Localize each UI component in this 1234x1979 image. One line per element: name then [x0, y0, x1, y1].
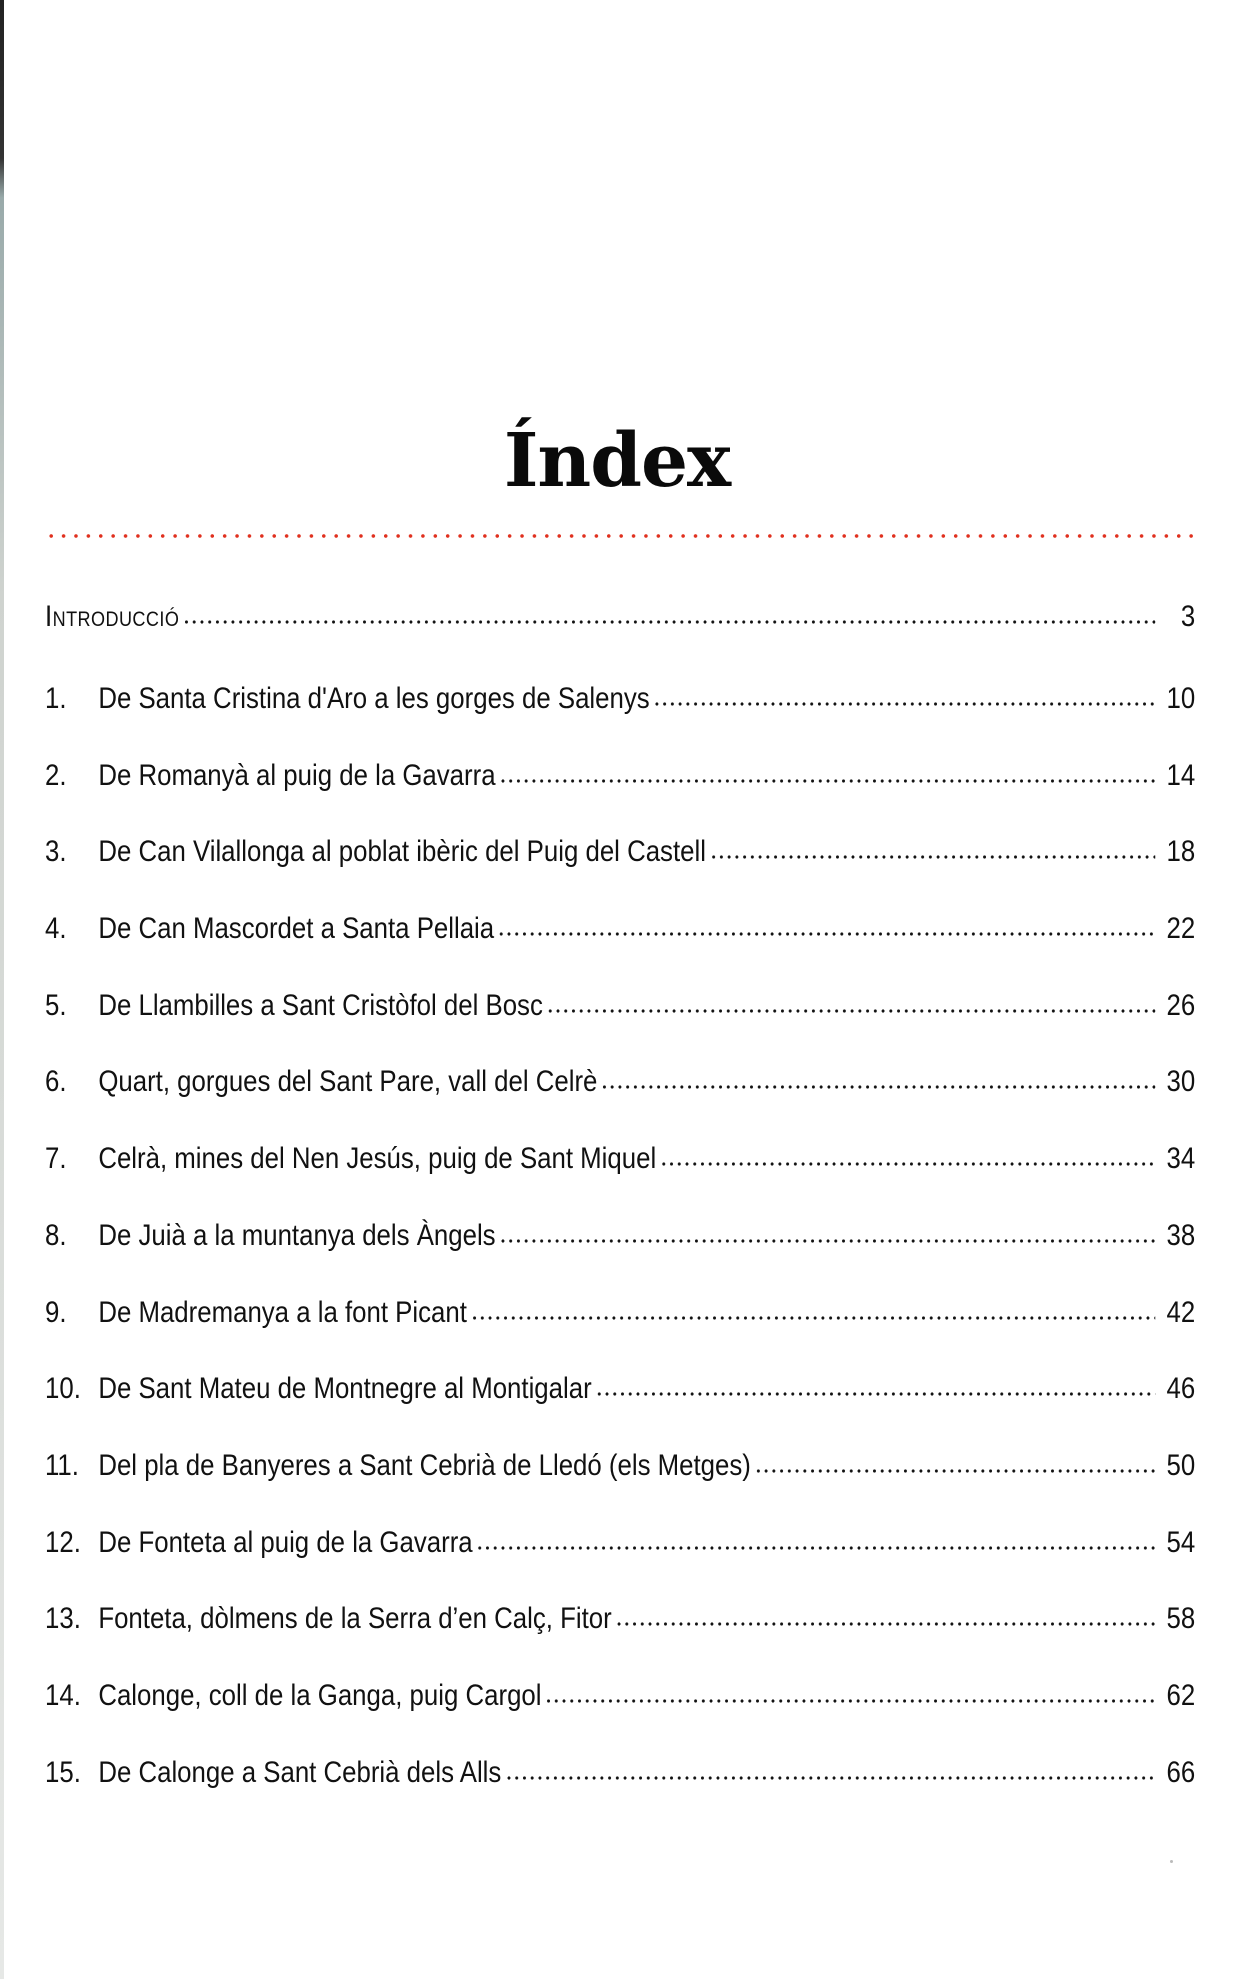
dot-leader — [709, 855, 1155, 859]
toc-entry-label: De Fonteta al puig de la Gavarra — [98, 1525, 473, 1559]
toc-entry-page: 50 — [1166, 1448, 1196, 1482]
toc-entry-number: 7. — [45, 1142, 67, 1176]
toc-entry-page: 30 — [1166, 1065, 1196, 1099]
dot-leader — [660, 1162, 1156, 1166]
toc-entry-page: 10 — [1166, 682, 1196, 715]
toc-entry-number: 8. — [45, 1218, 67, 1252]
dot-leader — [615, 1622, 1155, 1626]
dot-leader — [470, 1316, 1155, 1320]
toc-entry-label: De Madremanya a la font Picant — [98, 1295, 467, 1329]
dot-leader — [595, 1392, 1156, 1396]
toc-entry[interactable] — [45, 1296, 1195, 1373]
toc-entry-page: 66 — [1166, 1755, 1196, 1789]
toc-entry[interactable] — [45, 1372, 1195, 1449]
dot-leader — [183, 620, 1156, 624]
toc-entry-label: De Calonge a Sant Cebrià dels Alls — [98, 1755, 502, 1789]
dot-leader — [498, 932, 1156, 936]
dot-leader — [754, 1469, 1155, 1473]
toc-entry-page: 26 — [1166, 988, 1196, 1022]
toc-entry-page: 54 — [1166, 1525, 1196, 1559]
toc-entry-label: De Llambilles a Sant Cristòfol del Bosc — [98, 988, 543, 1022]
toc-entry-number: 11. — [45, 1448, 79, 1482]
toc-entry-page: 38 — [1166, 1218, 1196, 1252]
toc-entry-number: 1. — [45, 682, 67, 715]
dot-leader — [653, 702, 1156, 706]
toc-entry-introduccio[interactable] — [45, 600, 1195, 682]
toc-entry[interactable] — [45, 1449, 1195, 1526]
toc-entry-label: De Can Vilallonga al poblat ibèric del Puig del Castell — [98, 835, 706, 869]
toc-entry-page: 22 — [1166, 912, 1196, 946]
toc-entry-page: 58 — [1166, 1602, 1196, 1636]
toc-entry[interactable] — [45, 1679, 1195, 1756]
page-title: Índex — [503, 418, 731, 504]
toc-entry-label: De Can Mascordet a Santa Pellaia — [98, 912, 495, 946]
toc-entry-number: 12. — [45, 1525, 81, 1559]
toc-entry-label: Introducció — [45, 600, 180, 633]
page-edge-shadow — [0, 0, 4, 1979]
dot-leader — [505, 1776, 1156, 1780]
toc-entry-number: 10. — [45, 1372, 81, 1406]
toc-entry[interactable] — [45, 989, 1195, 1066]
toc-entry-number: 13. — [45, 1602, 81, 1636]
dot-leader — [601, 1085, 1156, 1089]
toc-entry-number: 5. — [45, 988, 67, 1022]
toc-entry-page: 18 — [1166, 835, 1196, 869]
toc-entry-label: Del pla de Banyeres a Sant Cebrià de Lledó (els Metges) — [98, 1448, 751, 1482]
dot-leader — [546, 1009, 1155, 1013]
toc-entry[interactable] — [45, 1756, 1195, 1833]
toc-entry-page: 3 — [1180, 600, 1196, 633]
toc-entry-number: 14. — [45, 1678, 81, 1712]
toc-entry-page: 42 — [1166, 1295, 1196, 1329]
toc-entry-page: 14 — [1166, 758, 1196, 792]
toc-entry-label: Quart, gorgues del Sant Pare, vall del Celrè — [98, 1065, 598, 1099]
toc-entry[interactable] — [45, 835, 1195, 912]
dot-leader — [499, 1239, 1156, 1243]
toc-entry[interactable] — [45, 759, 1195, 836]
toc-entry-page: 62 — [1166, 1678, 1196, 1712]
table-of-contents — [45, 600, 1195, 1832]
dot-leader — [545, 1699, 1156, 1703]
toc-entry-page: 46 — [1166, 1372, 1196, 1406]
toc-entry-label: De Sant Mateu de Montnegre al Montigalar — [98, 1372, 592, 1406]
toc-entry[interactable] — [45, 1526, 1195, 1603]
dot-leader — [476, 1546, 1156, 1550]
toc-entry-number: 3. — [45, 835, 67, 869]
dot-leader — [499, 779, 1156, 783]
toc-entry-label: Fonteta, dòlmens de la Serra d’en Calç, Fitor — [98, 1602, 612, 1636]
toc-entry-page: 34 — [1166, 1142, 1196, 1176]
toc-entry[interactable] — [45, 1065, 1195, 1142]
toc-entry-number: 6. — [45, 1065, 67, 1099]
toc-entry-label: De Santa Cristina d'Aro a les gorges de Salenys — [98, 682, 650, 715]
toc-entry[interactable] — [45, 1219, 1195, 1296]
toc-entry-label: Calonge, coll de la Ganga, puig Cargol — [98, 1678, 542, 1712]
paper-speck — [1170, 1860, 1173, 1863]
toc-entry-label: De Romanyà al puig de la Gavarra — [98, 758, 496, 792]
toc-entry-number: 4. — [45, 912, 67, 946]
toc-entry-number: 15. — [45, 1755, 81, 1789]
toc-entry-number: 9. — [45, 1295, 67, 1329]
toc-entry-number: 2. — [45, 758, 67, 792]
toc-entry[interactable] — [45, 1142, 1195, 1219]
toc-entry[interactable] — [45, 912, 1195, 989]
dotted-divider — [45, 534, 1195, 538]
toc-entry-label: Celrà, mines del Nen Jesús, puig de Sant Miquel — [98, 1142, 657, 1176]
toc-entry[interactable] — [45, 1602, 1195, 1679]
toc-entry-label: De Juià a la muntanya dels Àngels — [98, 1218, 496, 1252]
toc-entry[interactable] — [45, 682, 1195, 759]
